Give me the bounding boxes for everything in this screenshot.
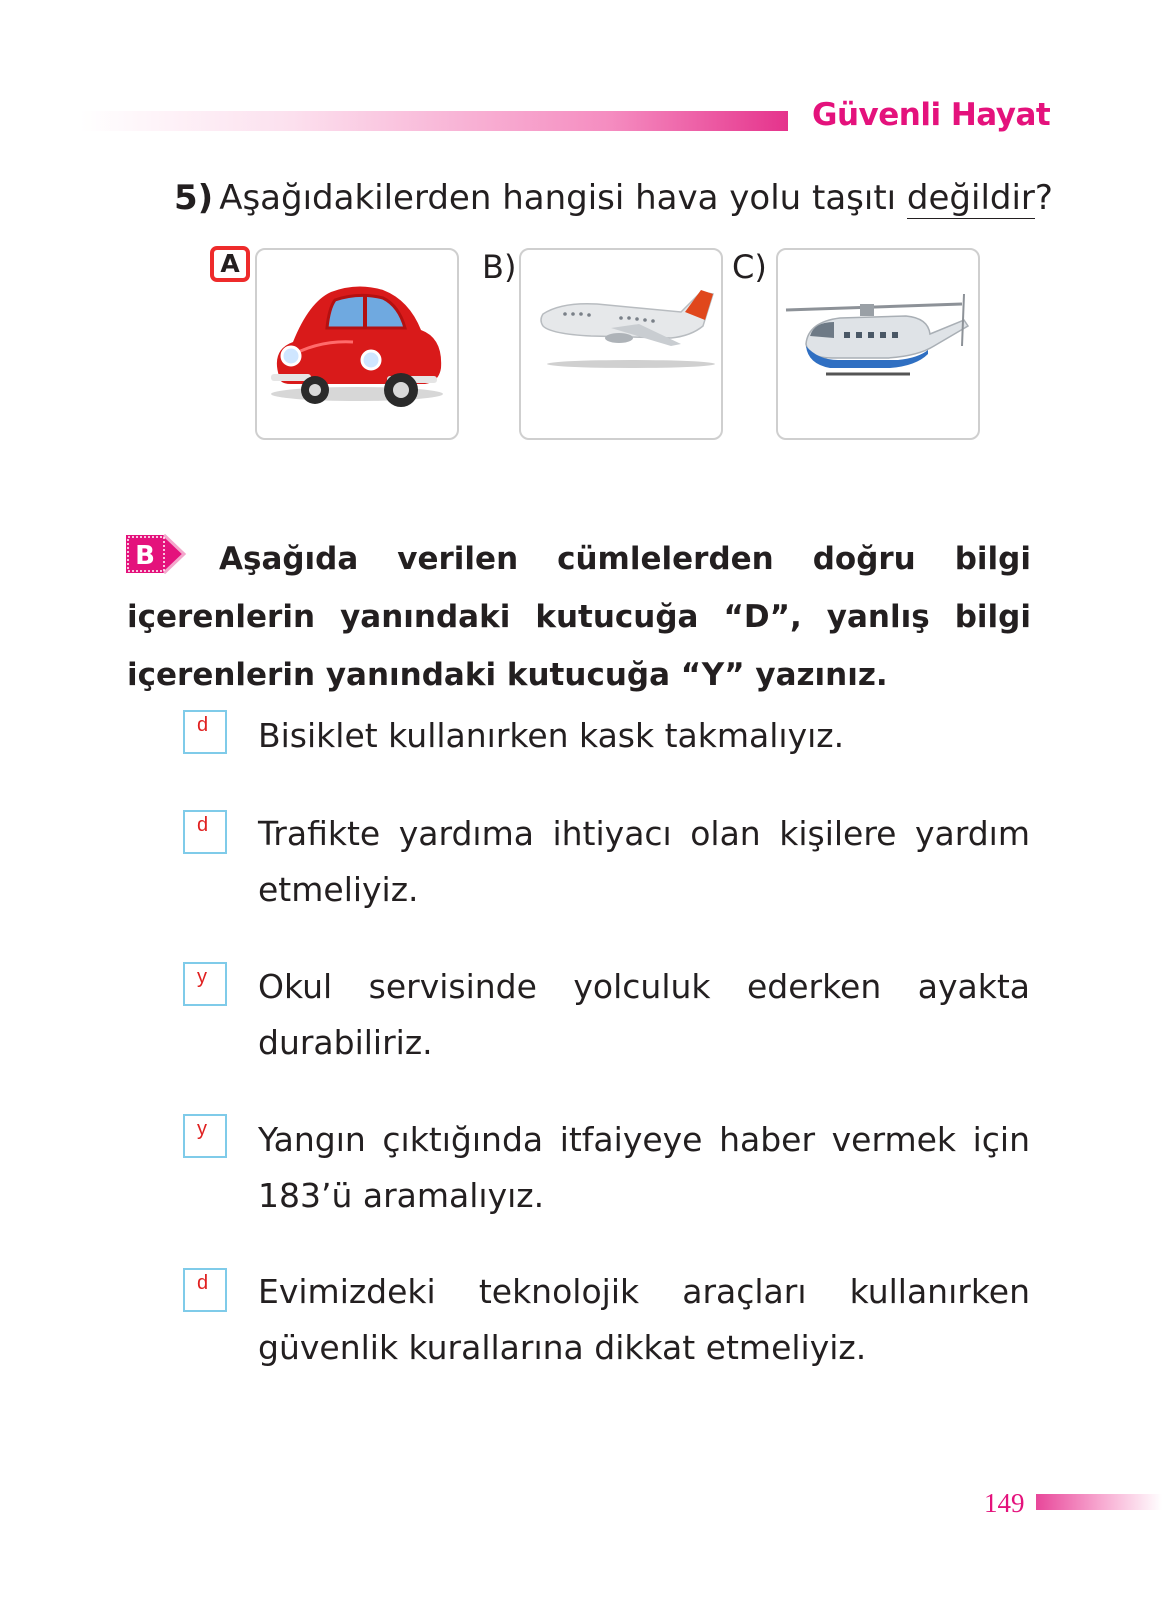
question-5 xyxy=(174,178,1053,218)
answer-1: d xyxy=(197,714,209,736)
answer-3: y xyxy=(197,966,207,988)
page-number: 149 xyxy=(984,1488,1025,1518)
option-b-letter: B) xyxy=(482,248,517,286)
question-number: 5) xyxy=(174,178,214,218)
header-gradient-bar xyxy=(80,111,788,131)
section-b-instruction: Aşağıda verilen cümlelerden doğru bilgi içerenlerin yanındaki kutucuğa “D”, yanlış bilgi içerenlerin yanındaki kutucuğa “Y” yazınız. xyxy=(127,541,1031,693)
section-b-letter: B xyxy=(135,541,155,571)
statement-1: Bisiklet kullanırken kask takmalıyız. xyxy=(258,716,845,755)
airplane-image xyxy=(521,250,721,438)
answer-box-3[interactable] xyxy=(183,962,227,1006)
statement-2: Trafikte yardıma ihtiyacı olan kişilere yardım etmeliyiz. xyxy=(258,814,1030,909)
question-underlined-word: değildir xyxy=(906,178,1035,218)
answer-box-5[interactable] xyxy=(183,1268,227,1312)
option-a-card[interactable] xyxy=(255,248,459,440)
answer-2: d xyxy=(197,814,209,836)
answer-box-1[interactable] xyxy=(183,710,227,754)
answer-4: y xyxy=(197,1118,207,1140)
question-mark: ? xyxy=(1034,178,1053,218)
answer-box-4[interactable] xyxy=(183,1114,227,1158)
statement-3: Okul servisinde yolculuk ederken ayakta durabiliriz. xyxy=(258,967,1030,1062)
question-text: Aşağıdakilerden hangisi hava yolu taşıtı xyxy=(219,178,897,218)
statement-5: Evimizdeki teknolojik araçları kullanırken güvenlik kurallarına dikkat etmeliyiz. xyxy=(258,1272,1030,1367)
red-car-image xyxy=(257,250,457,438)
option-a-marked-answer[interactable] xyxy=(210,246,250,282)
option-c-card[interactable] xyxy=(776,248,980,440)
option-b-card[interactable] xyxy=(519,248,723,440)
footer-gradient-bar xyxy=(1036,1494,1162,1510)
answer-5: d xyxy=(197,1272,209,1294)
helicopter-image xyxy=(778,250,978,438)
answer-box-2[interactable] xyxy=(183,810,227,854)
page-header-title: Güvenli Hayat xyxy=(812,97,1051,133)
option-c-letter: C) xyxy=(732,248,767,286)
statement-4: Yangın çıktığında itfaiyeye haber vermek için 183’ü aramalıyız. xyxy=(258,1120,1030,1215)
option-a-letter: A xyxy=(220,249,240,278)
